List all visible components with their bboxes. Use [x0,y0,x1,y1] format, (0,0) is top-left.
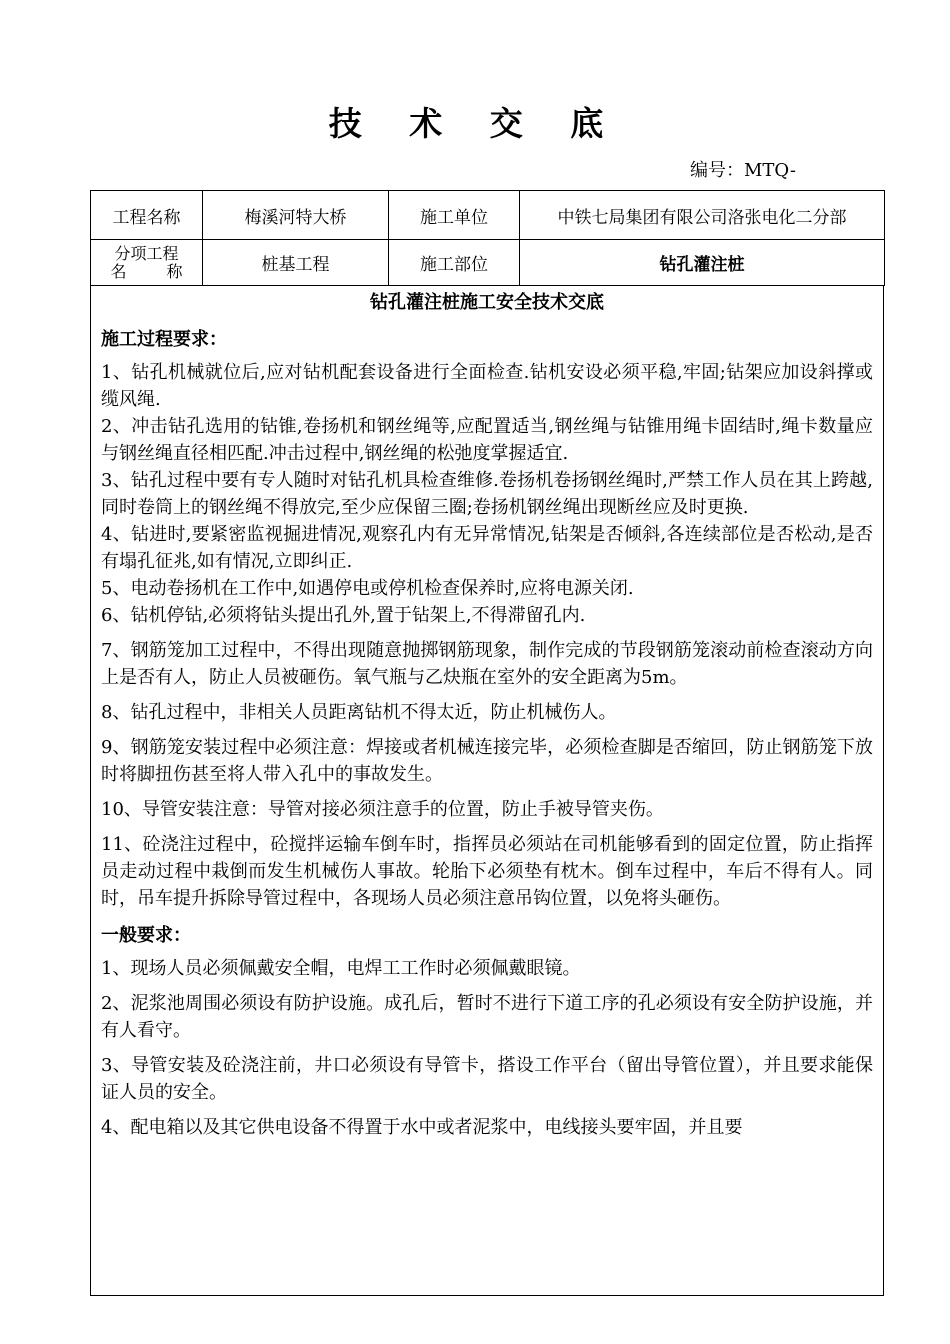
content-box [90,285,884,1296]
process-heading: 施工过程要求： [101,329,227,350]
process-item: 8、钻孔过程中，非相关人员距离钻机不得太近，防止机械伤人。 [101,702,617,723]
construction-part-value: 钻孔灌注桩 [520,240,885,286]
construction-unit-label: 施工单位 [389,191,520,240]
sub-item-label-line2a: 名 [110,261,127,281]
general-item: 2、泥浆池周围必须设有防护设施。成孔后，暂时不进行下道工序的孔必须设有安全防护设施，并有人看守。 [101,993,873,1041]
process-item: 1、钻孔机械就位后,应对钻机配套设备进行全面检查.钻机安设必须平稳,牢固;钻架应加设斜撑或缆风绳. [101,362,873,410]
process-item: 7、钢筋笼加工过程中，不得出现随意抛掷钢筋现象，制作完成的节段钢筋笼滚动前检查滚动方向上是否有人，防止人员被砸伤。氧气瓶与乙炔瓶在室外的安全距离为5m。 [101,640,873,688]
process-item: 4、钻进时,要紧密监视掘进情况,观察孔内有无异常情况,钻架是否倾斜,各连续部位是否松动,是否有塌孔征兆,如有情况,立即纠正. [101,524,873,572]
sub-item-label-line2b: 称 [166,261,183,281]
construction-unit-value: 中铁七局集团有限公司洛张电化二分部 [520,191,885,240]
construction-part-label: 施工部位 [389,240,520,286]
general-heading: 一般要求： [101,925,191,946]
project-name-value: 梅溪河特大桥 [203,191,389,240]
sub-item-label-line1: 分项工程 [114,243,179,263]
header-row-1 [91,191,885,240]
general-item: 1、现场人员必须佩戴安全帽，电焊工工作时必须佩戴眼镜。 [101,958,581,979]
project-name-label: 工程名称 [91,191,203,240]
header-row-2 [91,240,885,286]
process-item: 9、钢筋笼安装过程中必须注意：焊接或者机械连接完毕，必须检查脚是否缩回，防止钢筋笼下放时将脚扭伤甚至将人带入孔中的事故发生。 [101,737,873,785]
header-table [90,190,885,286]
process-item: 3、钻孔过程中要有专人随时对钻孔机具检查维修.卷扬机卷扬钢丝绳时,严禁工作人员在其上跨越,同时卷筒上的钢丝绳不得放完,至少应保留三圈;卷扬机钢丝绳出现断丝应及时更换. [101,470,873,518]
document-number: 编号：MTQ- [690,160,796,181]
sub-item-value: 桩基工程 [203,240,389,286]
sub-item-label [91,240,203,286]
general-item: 4、配电箱以及其它供电设备不得置于水中或者泥浆中，电线接头要牢固，并且要 [101,1117,743,1138]
process-item: 5、电动卷扬机在工作中,如遇停电或停机检查保养时,应将电源关闭. [101,578,634,599]
general-item: 3、导管安装及砼浇注前，井口必须设有导管卡，搭设工作平台（留出导管位置），并且要求能保证人员的安全。 [101,1055,873,1103]
process-item: 10、导管安装注意：导管对接必须注意手的位置，防止手被导管夹伤。 [101,799,664,820]
section-title: 钻孔灌注桩施工安全技术交底 [370,292,604,313]
process-item: 11、砼浇注过程中，砼搅拌运输车倒车时，指挥员必须站在司机能够看到的固定位置，防止指挥员走动过程中栽倒而发生机械伤人事故。轮胎下必须垫有枕木。倒车过程中，车后不得有人。同时，吊车提升拆除导管过程中，各现场人员必须注意吊钩位置，以免将头砸伤。 [101,834,873,909]
document-title: 技 术 交 底 [328,104,622,143]
process-item: 6、钻机停钻,必须将钻头提出孔外,置于钻架上,不得滞留孔内. [101,605,586,626]
process-item: 2、冲击钻孔选用的钻锥,卷扬机和钢丝绳等,应配置适当,钢丝绳与钻锥用绳卡固结时,绳卡数量应与钢丝绳直径相匹配.冲击过程中,钢丝绳的松弛度掌握适宜. [101,416,873,464]
